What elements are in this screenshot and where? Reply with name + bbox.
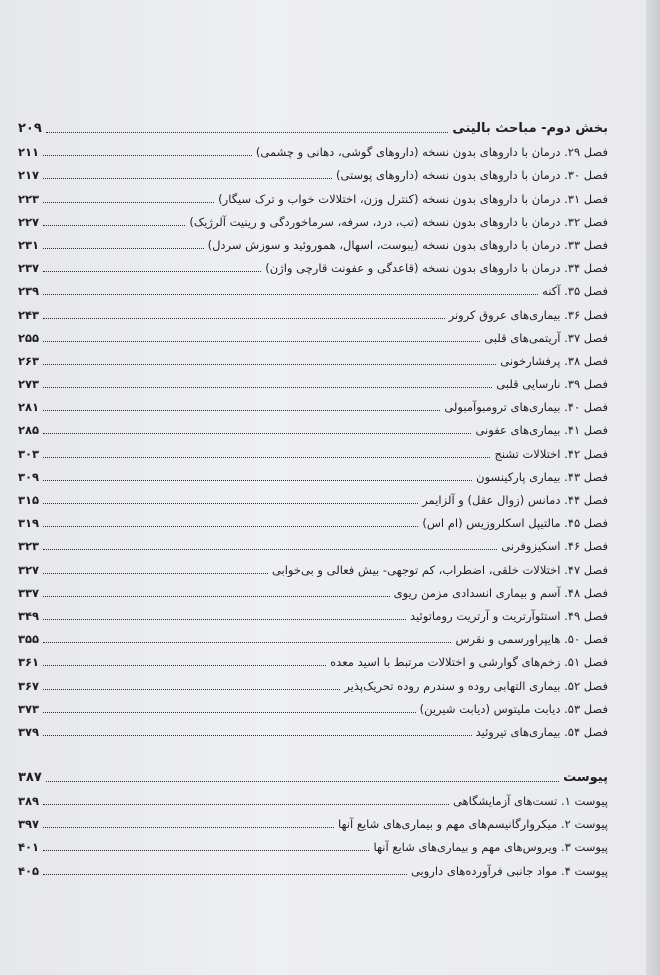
entry-title xyxy=(453,794,608,808)
entry-title xyxy=(476,470,608,484)
toc-entry-row xyxy=(18,484,608,507)
entry-page-number: ۲۱۱ xyxy=(18,145,40,160)
section-title: پیوست xyxy=(563,769,608,785)
entry-label: فصل ۲۹ xyxy=(567,145,608,160)
toc-entry-row xyxy=(18,229,608,252)
entry-label: فصل ۵۴ xyxy=(567,724,608,739)
dot-leader xyxy=(43,433,471,434)
entry-page-number: ۲۳۱ xyxy=(18,237,40,252)
toc-entry-row xyxy=(18,507,608,530)
section-gap xyxy=(18,739,608,759)
entry-page-number: ۳۶۱ xyxy=(18,655,40,670)
entry-label: فصل ۴۶ xyxy=(567,539,608,554)
dot-leader xyxy=(43,689,340,690)
entry-text: . اختلالات خلقی، اضطراب، کم توجهی- بیش فعالی و بی‌خوابی xyxy=(271,562,568,577)
dot-leader xyxy=(43,271,261,272)
entry-text: . بیماری‌های عفونی xyxy=(475,423,568,438)
entry-page-number: ۲۳۹ xyxy=(18,284,40,299)
dot-leader xyxy=(43,735,472,736)
entry-page-number: ۳۶۷ xyxy=(18,678,40,693)
dot-leader xyxy=(43,457,490,458)
dot-leader xyxy=(43,480,472,481)
toc-entry-row xyxy=(18,785,608,808)
entry-title xyxy=(394,586,608,600)
section-page-number: ۲۰۹ xyxy=(18,121,42,136)
page-edge xyxy=(646,0,660,975)
toc-entry-row xyxy=(18,693,608,716)
entry-label: فصل ۳۵ xyxy=(567,284,608,299)
entry-title xyxy=(410,609,608,623)
dot-leader xyxy=(43,874,407,875)
entry-title xyxy=(336,168,608,182)
entry-label: فصل ۴۳ xyxy=(567,469,608,484)
entry-title xyxy=(455,632,608,646)
entry-title xyxy=(373,840,608,854)
entry-page-number: ۴۰۱ xyxy=(18,840,40,855)
dot-leader xyxy=(46,132,449,133)
entry-text: . میکروارگانیسم‌های مهم و بیماری‌های شایع آنها xyxy=(337,817,565,832)
entry-label: فصل ۵۲ xyxy=(567,678,608,693)
toc-entry-row xyxy=(18,182,608,205)
entry-page-number: ۲۷۳ xyxy=(18,377,40,392)
entry-title xyxy=(208,238,608,252)
entry-text: . تست‌های آزمایشگاهی xyxy=(452,794,565,809)
entry-text: . ویروس‌های مهم و بیماری‌های شایع آنها xyxy=(373,840,565,855)
entry-title xyxy=(330,655,608,669)
entry-text: . آکنه xyxy=(542,284,568,299)
entry-label: فصل ۴۴ xyxy=(567,493,608,507)
entry-label: فصل ۵۳ xyxy=(567,701,608,716)
entry-label: فصل ۳۴ xyxy=(567,261,608,276)
dot-leader xyxy=(43,665,326,666)
entry-label: فصل ۴۷ xyxy=(567,562,608,577)
entry-page-number: ۲۶۳ xyxy=(18,353,40,368)
entry-text: . دمانس (زوال عقل) و آلزایمر xyxy=(422,493,568,507)
entry-text: . پرفشارخونی xyxy=(500,353,568,368)
entry-page-number: ۳۹۷ xyxy=(18,817,40,832)
entry-text: . درمان با داروهای بدون نسخه (یبوست، اسهال، هموروئید و سوزش سردل) xyxy=(207,237,568,252)
dot-leader xyxy=(43,387,492,388)
entry-label: فصل ۴۸ xyxy=(567,585,608,600)
entry-text: . بیماری‌های تیروئید xyxy=(475,724,568,739)
entry-page-number: ۲۳۷ xyxy=(18,261,40,276)
entry-label: فصل ۴۲ xyxy=(567,446,608,461)
entry-text: . اختلالات تشنج xyxy=(494,446,568,461)
entry-title xyxy=(338,817,608,831)
toc-entry-row xyxy=(18,275,608,298)
toc-entry-row xyxy=(18,136,608,159)
entry-label: فصل ۳۶ xyxy=(567,307,608,322)
entry-text: . درمان با داروهای بدون نسخه (داروهای گوشی، دهانی و چشمی) xyxy=(255,145,568,160)
entry-label: فصل ۵۱ xyxy=(567,655,608,670)
entry-title xyxy=(542,284,608,298)
entry-text: . زخم‌های گوارشی و اختلالات مرتبط با اسید معده xyxy=(330,655,568,670)
entry-page-number: ۳۲۳ xyxy=(18,539,40,554)
entry-text: . درمان با داروهای بدون نسخه (کنترل وزن، اختلالات خواب و ترک سیگار) xyxy=(218,191,568,206)
entry-page-number: ۲۸۱ xyxy=(18,400,40,415)
toc-entry-row xyxy=(18,669,608,692)
entry-page-number: ۳۷۹ xyxy=(18,724,40,739)
toc-entry-row xyxy=(18,159,608,182)
toc-entry-row xyxy=(18,414,608,437)
dot-leader xyxy=(46,781,559,782)
dot-leader xyxy=(43,248,204,249)
entry-page-number: ۳۵۵ xyxy=(18,632,40,647)
dot-leader xyxy=(43,712,416,713)
dot-leader xyxy=(43,596,390,597)
entry-title xyxy=(476,725,608,739)
entry-title xyxy=(420,702,608,716)
entry-text: . بیماری‌های عروق کرونر xyxy=(448,307,568,322)
entry-text: . اسکیزوفرنی xyxy=(501,539,568,554)
dot-leader xyxy=(43,827,334,828)
entry-label: فصل ۳۰ xyxy=(567,168,608,183)
entry-text: . بیماری پارکینسون xyxy=(476,469,568,484)
entry-page-number: ۲۲۷ xyxy=(18,214,40,229)
entry-label: فصل ۴۵ xyxy=(567,516,608,531)
dot-leader xyxy=(43,573,268,574)
table-of-contents xyxy=(18,110,608,878)
dot-leader xyxy=(43,318,445,319)
entry-text: . مالتیپل اسکلروزیس (ام اس) xyxy=(422,516,568,531)
dot-leader xyxy=(43,178,332,179)
entry-label: فصل ۵۰ xyxy=(567,632,608,647)
section-page-number: ۳۸۷ xyxy=(18,769,42,785)
entry-page-number: ۳۸۹ xyxy=(18,794,40,809)
toc-entry-row xyxy=(18,600,608,623)
toc-entry-row xyxy=(18,206,608,229)
entry-title xyxy=(256,145,608,159)
entry-title xyxy=(444,400,608,414)
dot-leader xyxy=(43,549,497,550)
dot-leader xyxy=(43,850,369,851)
toc-entry-row xyxy=(18,437,608,460)
entry-text: . نارسایی قلبی xyxy=(496,377,568,392)
dot-leader xyxy=(43,804,449,805)
entry-text: . هایپراورسمی و نقرس xyxy=(455,632,568,647)
entry-page-number: ۳۷۳ xyxy=(18,701,40,716)
entry-page-number: ۲۲۳ xyxy=(18,191,40,206)
entry-page-number: ۳۴۹ xyxy=(18,608,40,623)
entry-title xyxy=(494,447,608,461)
entry-label: فصل ۳۳ xyxy=(567,237,608,252)
toc-entry-row xyxy=(18,252,608,275)
entry-label: فصل ۴۰ xyxy=(567,400,608,415)
entry-title xyxy=(500,354,608,368)
entry-page-number: ۳۱۹ xyxy=(18,516,40,531)
entry-text: . بیماری‌های ترومبوآمبولی xyxy=(444,400,568,415)
toc-entry-row xyxy=(18,553,608,576)
entry-title xyxy=(422,493,608,507)
toc-entry-row xyxy=(18,345,608,368)
entry-label: فصل ۳۸ xyxy=(567,353,608,368)
entry-title xyxy=(501,539,608,553)
toc-entry-row xyxy=(18,461,608,484)
entry-label: فصل ۳۷ xyxy=(567,330,608,345)
entry-label: پیوست ۱ xyxy=(564,794,608,809)
entry-label: فصل ۳۲ xyxy=(567,214,608,229)
entry-label: پیوست ۲ xyxy=(564,817,608,832)
section-title: بخش دوم- مباحث بالینی xyxy=(452,121,608,136)
dot-leader xyxy=(43,155,252,156)
toc-entry-row xyxy=(18,530,608,553)
entry-label: فصل ۴۹ xyxy=(567,608,608,623)
entry-title xyxy=(449,308,608,322)
entry-label: پیوست ۴ xyxy=(564,863,608,878)
entry-title xyxy=(411,864,608,878)
entry-label: فصل ۳۹ xyxy=(567,377,608,392)
entry-title xyxy=(496,377,608,391)
toc-entry-row xyxy=(18,646,608,669)
entry-text: . درمان با داروهای بدون نسخه (تب، درد، سرفه، سرماخوردگی و رینیت آلرژیک) xyxy=(189,214,568,229)
toc-entry-row xyxy=(18,577,608,600)
dot-leader xyxy=(43,642,451,643)
dot-leader xyxy=(43,503,418,504)
dot-leader xyxy=(43,341,480,342)
dot-leader xyxy=(43,202,214,203)
entry-label: فصل ۳۱ xyxy=(567,191,608,206)
dot-leader xyxy=(43,526,418,527)
dot-leader xyxy=(43,410,440,411)
entry-page-number: ۴۰۵ xyxy=(18,863,40,878)
toc-entry-row xyxy=(18,854,608,877)
entry-page-number: ۲۱۷ xyxy=(18,168,40,183)
dot-leader xyxy=(43,225,185,226)
entry-text: . دیابت ملیتوس (دیابت شیرین) xyxy=(419,701,568,716)
toc-entry-row xyxy=(18,298,608,321)
dot-leader xyxy=(43,364,496,365)
entry-text: . مواد جانبی فرآورده‌های دارویی xyxy=(410,863,565,878)
toc-entry-row xyxy=(18,322,608,345)
entry-title xyxy=(484,331,608,345)
dot-leader xyxy=(43,294,538,295)
entry-text: . درمان با داروهای بدون نسخه (قاعدگی و عفونت قارچی واژن) xyxy=(265,261,568,276)
entry-title xyxy=(218,192,608,206)
toc-entry-row xyxy=(18,623,608,646)
entry-title xyxy=(475,423,608,437)
entry-page-number: ۳۰۹ xyxy=(18,469,40,484)
toc-entry-row xyxy=(18,391,608,414)
entry-title xyxy=(272,563,608,577)
toc-entry-row xyxy=(18,368,608,391)
entry-label: پیوست ۳ xyxy=(564,840,608,855)
section-heading-row xyxy=(18,110,608,136)
entry-page-number: ۳۲۷ xyxy=(18,562,40,577)
entry-page-number: ۲۴۳ xyxy=(18,307,40,322)
toc-entry-row xyxy=(18,808,608,831)
entry-label: فصل ۴۱ xyxy=(567,423,608,438)
toc-entry-row xyxy=(18,716,608,739)
entry-title xyxy=(189,215,608,229)
entry-text: . بیماری التهابی روده و سندرم روده تحریک‌پذیر xyxy=(344,678,568,693)
entry-text: . درمان با داروهای بدون نسخه (داروهای پوستی) xyxy=(335,168,568,183)
entry-page-number: ۳۱۵ xyxy=(18,493,40,507)
entry-page-number: ۲۸۵ xyxy=(18,423,40,438)
section-heading-row xyxy=(18,759,608,785)
entry-page-number: ۳۳۷ xyxy=(18,585,40,600)
toc-entry-row xyxy=(18,831,608,854)
entry-title xyxy=(422,516,608,530)
entry-title xyxy=(344,679,608,693)
entry-title xyxy=(265,261,608,275)
entry-text: . استئوآرتریت و آرتریت روماتوئید xyxy=(410,608,568,623)
entry-text: . آسم و بیماری انسدادی مزمن ریوی xyxy=(393,585,568,600)
entry-text: . آریتمی‌های قلبی xyxy=(484,330,568,345)
dot-leader xyxy=(43,619,406,620)
entry-page-number: ۳۰۳ xyxy=(18,446,40,461)
entry-page-number: ۲۵۵ xyxy=(18,330,40,345)
